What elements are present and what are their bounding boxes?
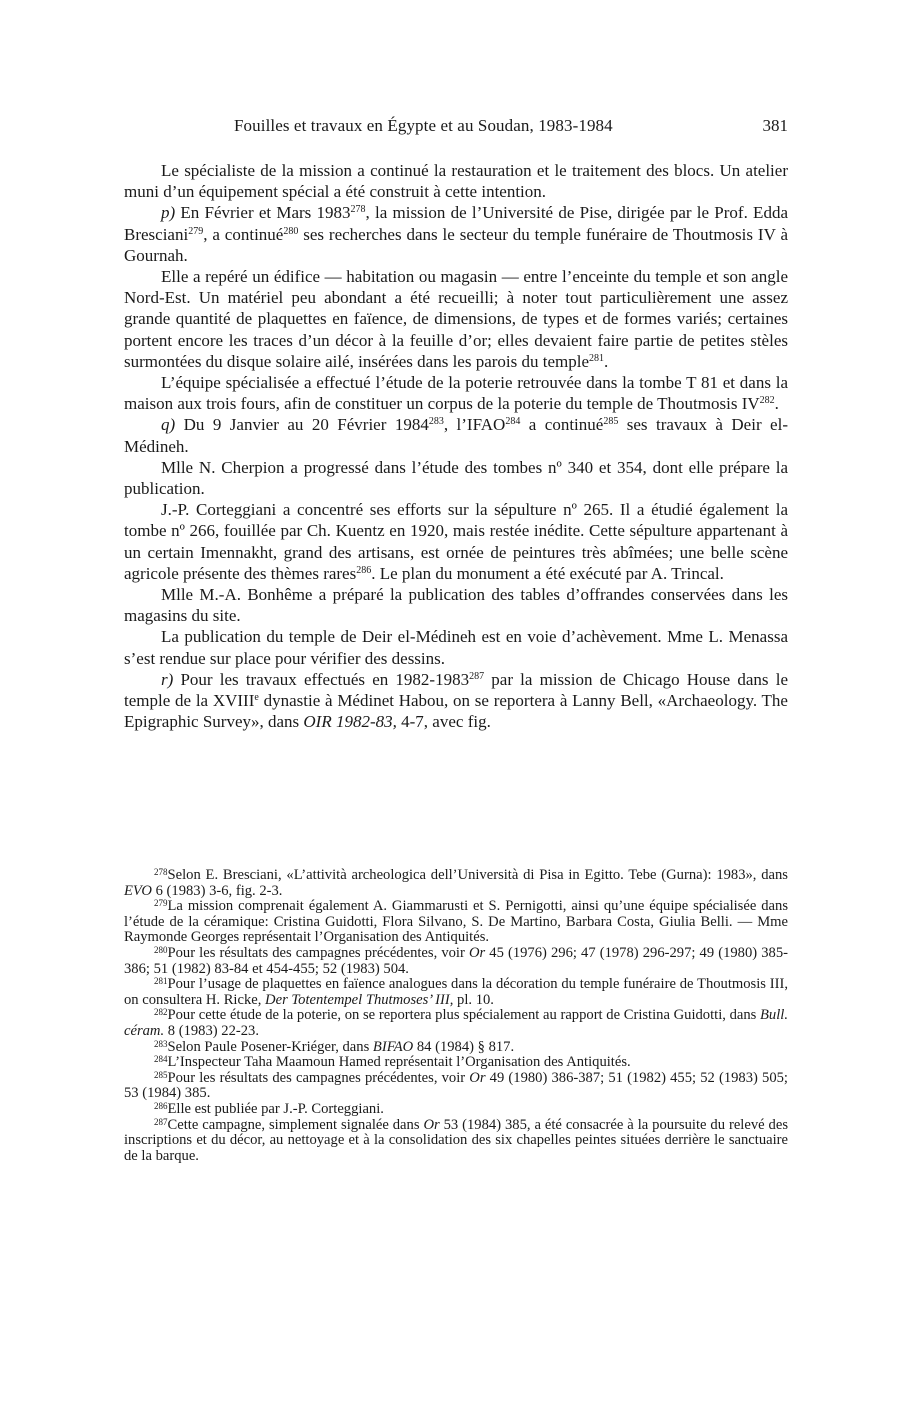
paragraph <box>124 266 788 372</box>
note-ref: 279 <box>188 225 204 237</box>
note-ref: 282 <box>154 1007 168 1018</box>
running-title: Fouilles et travaux en Égypte et au Soudan, 1983-1984 <box>234 116 613 135</box>
text-run: J.-P. Corteggiani a concentré ses efforts sur la sépulture nº 265. Il a étudié également la tombe nº 266, fouillée par Ch. Kuentz en 1920, mais restée inédite. Cette sépulture appartenant à un certain Imennakht, grand des artisans, est ornée de peintures très abîmées; une belle scène agricole présente des thèmes rares <box>124 500 788 583</box>
note-ref: 280 <box>154 944 168 955</box>
note-ref: e <box>254 692 259 704</box>
paragraph <box>124 669 788 733</box>
italic-text: r) <box>161 669 174 689</box>
paragraph <box>124 202 788 266</box>
text-run: Elle est publiée par J.-P. Corteggiani. <box>167 1100 384 1117</box>
footnote <box>124 1118 788 1165</box>
text-run: par la mission de Chicago House dans le temple de la XVIII <box>124 669 788 711</box>
paragraph <box>124 626 788 668</box>
text-run: a continué <box>520 415 604 435</box>
text-run: 4-7, avec fig. <box>396 712 491 732</box>
note-ref: 285 <box>154 1069 168 1080</box>
body-text <box>124 160 788 732</box>
italic-text: q) <box>161 415 176 435</box>
page-number: 381 <box>762 116 788 135</box>
italic-text: BIFAO <box>372 1038 414 1055</box>
note-ref: 286 <box>356 564 372 576</box>
italic-text: Der Totentempel Thutmoses’ III, <box>265 991 454 1008</box>
note-ref: 281 <box>589 352 605 364</box>
running-header <box>124 116 788 142</box>
italic-text: Or <box>423 1116 440 1133</box>
text-run: Selon E. Bresciani, «L’attività archeologica dell’Università di Pisa in Egitto. Tebe (Gurna): 1983», dans <box>167 867 788 883</box>
note-ref: 286 <box>154 1100 168 1111</box>
text-run: Pour les résultats des campagnes précédentes, voir <box>167 944 469 961</box>
italic-text: Bull. céram. <box>124 1007 788 1039</box>
note-ref: 284 <box>154 1054 168 1065</box>
text-run: ses recherches dans le secteur du temple funéraire de Thoutmosis IV à Gournah. <box>124 224 788 265</box>
text-run: 84 (1984) § 817. <box>413 1038 515 1055</box>
note-ref: 278 <box>154 867 168 877</box>
text-run: 6 (1983) 3-6, fig. 2-3. <box>151 882 283 899</box>
note-ref: 279 <box>154 898 168 909</box>
text-run: . Le plan du monument a été exécuté par A. Trincal. <box>371 563 724 583</box>
italic-text: EVO <box>124 882 152 899</box>
footnote <box>124 1071 788 1102</box>
note-ref: 287 <box>469 670 485 682</box>
text-run: 53 (1984) 385, a été consacrée à la poursuite du relevé des inscriptions et du décor, au nettoyage et à la consolidation des six chapelles peintes situées derrière le sanctuaire de la barque. <box>124 1116 788 1164</box>
paragraph <box>124 457 788 499</box>
text-run: Pour les travaux effectués en 1982-1983 <box>173 669 470 689</box>
italic-text: Or <box>468 944 486 961</box>
text-run: ses travaux à Deir el-Médineh. <box>124 415 788 456</box>
footnote <box>124 1040 788 1056</box>
paragraph <box>124 372 788 414</box>
footnote <box>124 1055 788 1071</box>
text-run: Mlle N. Cherpion a progressé dans l’étude des tombes nº 340 et 354, dont elle prépare la publication. <box>124 457 788 499</box>
note-ref: 280 <box>283 225 299 237</box>
footnote <box>124 868 788 899</box>
note-ref: 284 <box>505 416 521 428</box>
footnote <box>124 946 788 977</box>
text-run: . <box>774 394 779 414</box>
text-run: L’équipe spécialisée a effectué l’étude de la poterie retrouvée dans la tombe T 81 et dans la maison aux trois fours, afin de constituer un corpus de la poterie du temple de Thoutmosis IV <box>124 373 788 414</box>
text-run: Mlle M.-A. Bonhême a préparé la publication des tables d’offrandes conservées dans les magasins du site. <box>124 585 788 626</box>
footnote <box>124 977 788 1008</box>
paragraph <box>124 584 788 626</box>
text-run: Selon Paule Posener-Kriéger, dans <box>167 1038 373 1055</box>
text-run: L’Inspecteur Taha Maamoun Hamed représentait l’Organisation des Antiquités. <box>167 1054 631 1071</box>
footnote <box>124 1102 788 1118</box>
text-run: 45 (1976) 296; 47 (1978) 296-297; 49 (1980) 385-386; 51 (1982) 83-84 et 454-455; 52 (1983) 504. <box>124 944 788 977</box>
note-ref: 283 <box>154 1038 168 1049</box>
text-run: , la mission de l’Université de Pise, dirigée par le Prof. Edda Bresciani <box>124 203 788 244</box>
footnote <box>124 1008 788 1039</box>
note-ref: 278 <box>350 204 366 216</box>
text-run: La publication du temple de Deir el-Médineh est en voie d’achèvement. Mme L. Menassa s’est rendue sur place pour vérifier des dessins. <box>124 627 788 668</box>
text-run: Pour les résultats des campagnes précédentes, voir <box>167 1069 470 1086</box>
text-run: dynastie à Médinet Habou, on se reportera à Lanny Bell, «Archaeology. The Epigraphic Survey», dans <box>124 691 788 732</box>
text-run: Cette campagne, simplement signalée dans <box>167 1116 424 1133</box>
paragraph <box>124 160 788 202</box>
note-ref: 283 <box>428 416 444 428</box>
text-run: . <box>604 351 609 371</box>
text-run: , l’IFAO <box>443 415 506 435</box>
italic-text: p) <box>161 203 176 223</box>
text-run: Elle a repéré un édifice — habitation ou magasin — entre l’enceinte du temple et son angle Nord-Est. Un matériel peu abondant a été recueilli; à noter tout particulièrement une assez grande quantité de plaquettes en faïence, de dimensions, de types et de formes variés; certaines portent encore les traces d’un décor à la feuille d’or; elles devaient faire partie de petites stèles surmontées du disque solaire ailé, insérées dans les parois du temple <box>124 267 788 371</box>
paragraph <box>124 499 788 584</box>
italic-text: Or <box>469 1069 486 1086</box>
footnotes <box>124 868 788 1164</box>
text-run: Pour cette étude de la poterie, on se reportera plus spécialement au rapport de Cristina Guidotti, dans <box>167 1007 761 1024</box>
text-run: En Février et Mars 1983 <box>175 203 351 223</box>
note-ref: 282 <box>759 395 775 407</box>
note-ref: 285 <box>603 416 619 428</box>
text-run: 8 (1983) 22-23. <box>164 1022 259 1039</box>
footnote <box>124 899 788 946</box>
text-run: Pour l’usage de plaquettes en faïence analogues dans la décoration du temple funéraire de Thoutmosis III, on consultera H. Ricke, <box>124 976 788 1008</box>
note-ref: 281 <box>154 976 168 987</box>
text-run: , a continué <box>203 224 284 244</box>
text-run: Du 9 Janvier au 20 Février 1984 <box>175 415 429 435</box>
text-run: Le spécialiste de la mission a continué la restauration et le traitement des blocs. Un atelier muni d’un équipement spécial a été construit à cette intention. <box>124 161 788 202</box>
text-run: 49 (1980) 386-387; 51 (1982) 455; 52 (1983) 505; 53 (1984) 385. <box>124 1069 788 1102</box>
note-ref: 287 <box>154 1116 168 1127</box>
text-run: pl. 10. <box>453 991 494 1008</box>
italic-text: OIR 1982-83, <box>303 712 397 732</box>
text-run: La mission comprenait également A. Giammarusti et S. Pernigotti, ainsi qu’une équipe spécialisée dans l’étude de la céramique: Cristina Guidotti, Flora Silvano, S. De Martino, Barbara Costa, Giulia Belli. — Mme Raymonde Georges représentait l’Organisation des Antiquités. <box>124 898 788 946</box>
paragraph <box>124 414 788 456</box>
